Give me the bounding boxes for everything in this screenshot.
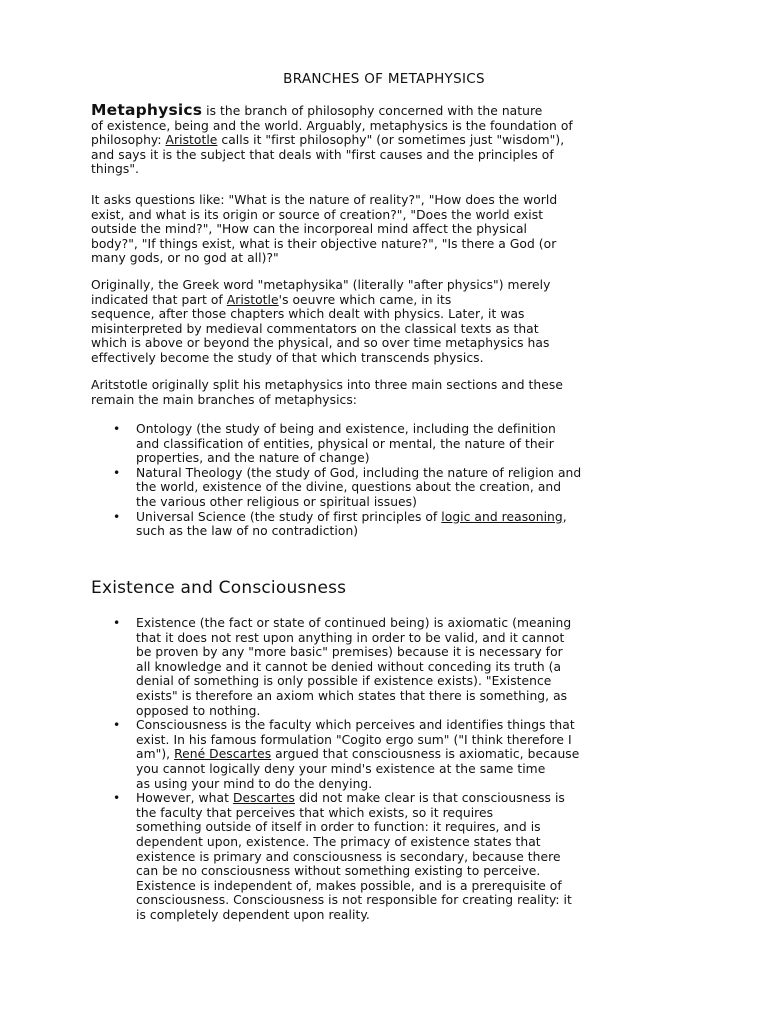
text-line: as using your mind to do the denying. bbox=[136, 776, 373, 791]
text-span: philosophy: bbox=[91, 133, 166, 148]
text-line: which is above or beyond the physical, and so over time metaphysics has bbox=[91, 336, 550, 351]
text-line: properties, and the nature of change) bbox=[136, 451, 370, 466]
text-line: can be no consciousness without something existing to perceive. bbox=[136, 864, 541, 879]
text-line: body?", "If things exist, what is their objective nature?", "Is there a God (or bbox=[91, 236, 557, 251]
list-item-ontology bbox=[91, 422, 686, 466]
text-line: you cannot logically deny your mind's existence at the same time bbox=[136, 761, 546, 776]
text-line: consciousness. Consciousness is not responsible for creating reality: it bbox=[136, 893, 572, 908]
text-line: dependent upon, existence. The primacy of existence states that bbox=[136, 834, 541, 849]
text-line: Originally, the Greek word "metaphysika" (literally "after physics") merely bbox=[91, 278, 551, 292]
text-line: • Consciousness is the faculty which perceives and identifies things that bbox=[136, 718, 575, 733]
text-span: is the branch of philosophy concerned with the nature bbox=[202, 104, 543, 118]
text-line: the various other religious or spiritual issues) bbox=[136, 494, 417, 509]
text-line: • Existence (the fact or state of continued being) is axiomatic (meaning bbox=[136, 616, 572, 630]
logic-and-reasoning-link[interactable]: logic and reasoning bbox=[441, 509, 563, 524]
text-line: many gods, or no god at all)?" bbox=[91, 251, 279, 266]
text-line: exist, and what is its origin or source of creation?", "Does the world exist bbox=[91, 207, 544, 222]
text-line bbox=[91, 103, 691, 119]
text-line: Existence is independent of, makes possible, and is a prerequisite of bbox=[136, 878, 562, 893]
text-line: Aritstotle originally split his metaphysics into three main sections and these bbox=[91, 378, 563, 392]
text-line: • Natural Theology (the study of God, including the nature of religion and bbox=[136, 465, 582, 480]
text-span: calls it "first philosophy" (or sometimes just "wisdom"), bbox=[217, 133, 565, 148]
text-span: 's oeuvre which came, in its bbox=[278, 292, 452, 307]
text-line: denial of something is only possible if existence exists). "Existence bbox=[136, 674, 552, 689]
text-line: existence is primary and consciousness is secondary, because there bbox=[136, 849, 561, 864]
text-line: something outside of itself in order to function: it requires, and is bbox=[136, 820, 541, 835]
text-line bbox=[136, 791, 686, 806]
text-line: that it does not rest upon anything in order to be valid, and it cannot bbox=[136, 630, 565, 645]
text-line: is completely dependent upon reality. bbox=[136, 907, 370, 922]
text-line: opposed to nothing. bbox=[136, 703, 261, 718]
list-item-universal-science bbox=[91, 510, 686, 539]
branches-list bbox=[91, 422, 686, 539]
text-span: Universal Science (the study of first principles of bbox=[136, 509, 442, 524]
text-line: the world, existence of the divine, questions about the creation, and bbox=[136, 480, 562, 495]
sections-paragraph bbox=[91, 378, 691, 407]
list-item-existence bbox=[91, 616, 686, 718]
list-item-consciousness bbox=[91, 718, 686, 791]
text-span: argued that consciousness is axiomatic, because bbox=[271, 747, 580, 762]
list-item-primacy bbox=[91, 791, 686, 922]
text-line: effectively become the study of that which transcends physics. bbox=[91, 350, 484, 365]
text-line bbox=[136, 510, 686, 525]
text-line: sequence, after those chapters which dealt with physics. Later, it was bbox=[91, 307, 525, 322]
text-span: However, what bbox=[136, 791, 233, 806]
aristotle-link[interactable]: Aristotle bbox=[226, 292, 279, 307]
list-item-natural-theology bbox=[91, 466, 686, 510]
existence-list bbox=[91, 616, 686, 922]
text-line: outside the mind?", "How can the incorporeal mind affect the physical bbox=[91, 222, 528, 237]
text-span: am"), bbox=[136, 747, 175, 762]
descartes-link[interactable]: Descartes bbox=[232, 791, 295, 806]
aristotle-link[interactable]: Aristotle bbox=[165, 133, 218, 148]
text-line: all knowledge and it cannot be denied without conceding its truth (a bbox=[136, 659, 562, 674]
text-line bbox=[136, 747, 686, 762]
origin-paragraph bbox=[91, 278, 691, 366]
section-heading: Existence and Consciousness bbox=[91, 578, 347, 598]
lead-term: Metaphysics bbox=[91, 101, 203, 119]
text-span: did not make clear is that consciousness is bbox=[294, 791, 565, 806]
text-line: • Ontology (the study of being and existence, including the definition bbox=[136, 422, 556, 436]
text-line: of existence, being and the world. Arguably, metaphysics is the foundation of bbox=[91, 118, 573, 133]
text-line: the faculty that perceives that which exists, so it requires bbox=[136, 805, 494, 820]
text-line: misinterpreted by medieval commentators on the classical texts as that bbox=[91, 321, 539, 336]
text-line: and classification of entities, physical or mental, the nature of their bbox=[136, 436, 554, 451]
intro-paragraph bbox=[91, 103, 691, 177]
text-line: such as the law of no contradiction) bbox=[136, 524, 359, 539]
text-line: and says it is the subject that deals with "first causes and the principles of bbox=[91, 147, 554, 162]
text-line: remain the main branches of metaphysics: bbox=[91, 392, 358, 407]
questions-paragraph bbox=[91, 193, 691, 266]
text-line bbox=[91, 133, 691, 148]
rene-descartes-link[interactable]: René Descartes bbox=[174, 747, 272, 762]
text-line: It asks questions like: "What is the nature of reality?", "How does the world bbox=[91, 193, 558, 207]
text-line: be proven by any "more basic" premises) because it is necessary for bbox=[136, 645, 563, 660]
text-line: exists" is therefore an axiom which states that there is something, as bbox=[136, 688, 568, 703]
text-line: exist. In his famous formulation "Cogito ergo sum" ("I think therefore I bbox=[136, 732, 572, 747]
text-span: indicated that part of bbox=[91, 292, 227, 307]
text-line: things". bbox=[91, 162, 140, 177]
text-span: , bbox=[562, 509, 567, 524]
document-title: BRANCHES OF METAPHYSICS bbox=[283, 71, 485, 87]
text-line bbox=[91, 293, 691, 308]
